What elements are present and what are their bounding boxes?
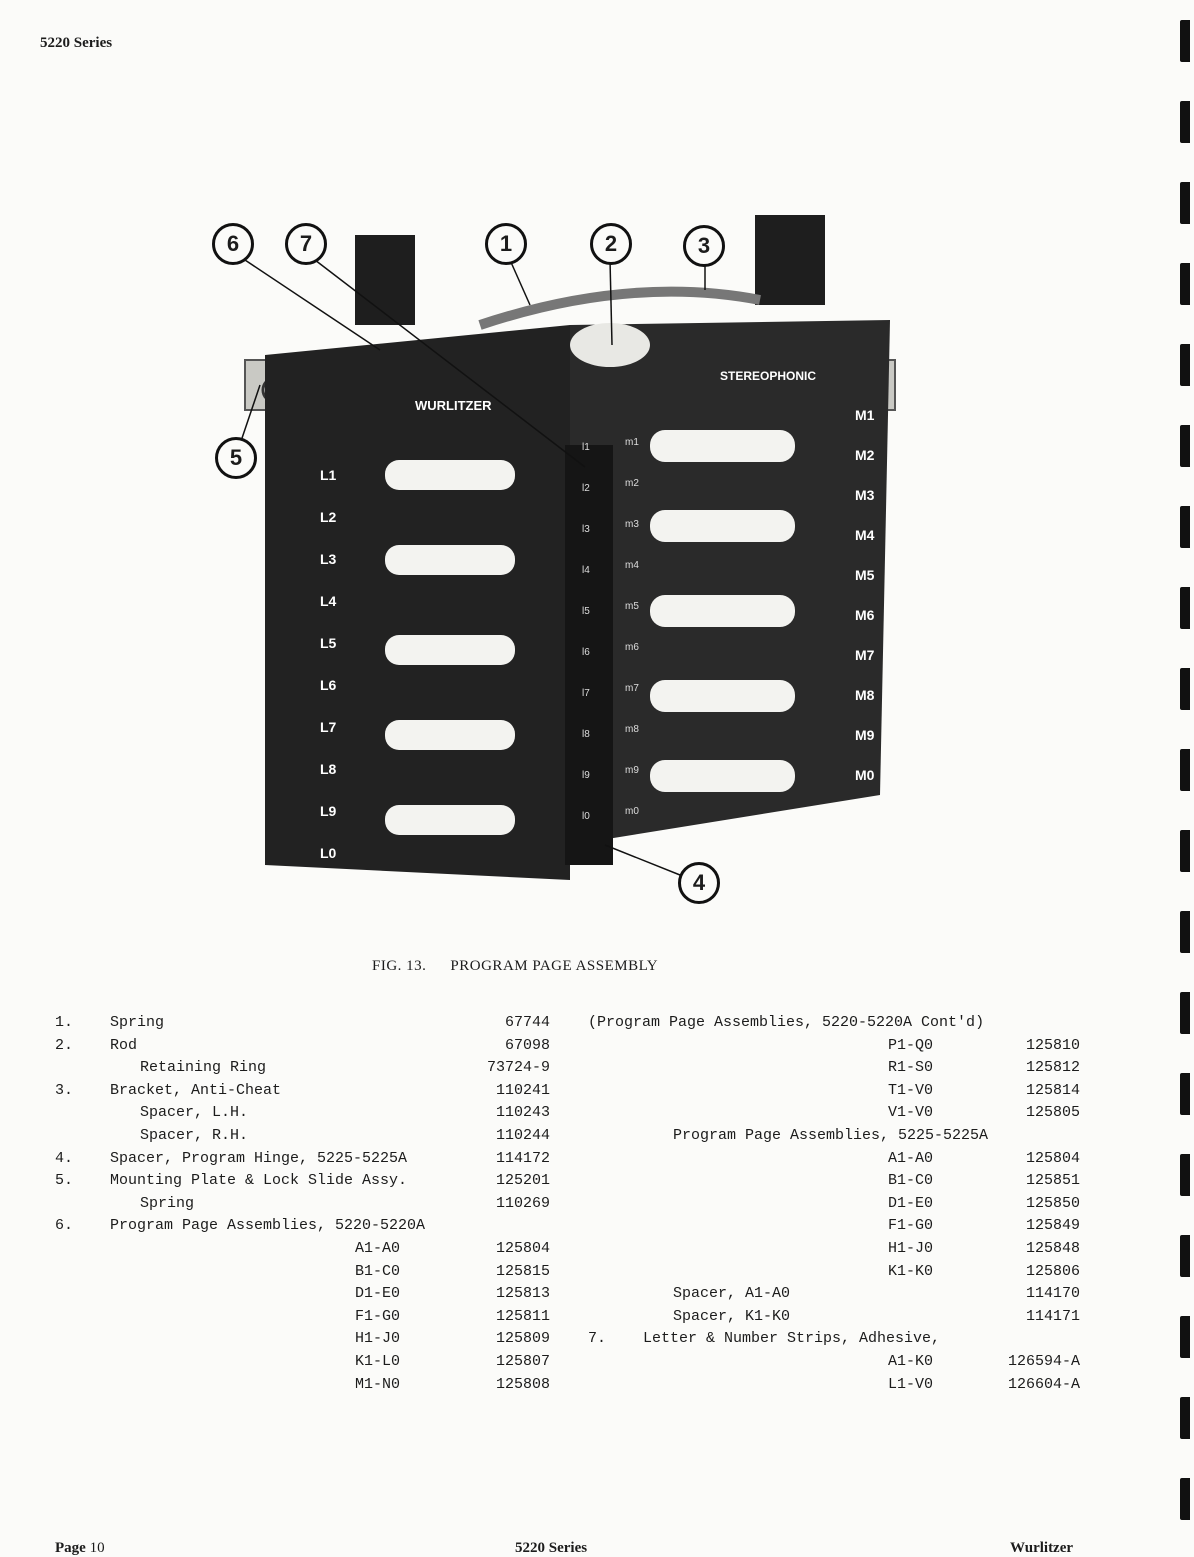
item-number: 4. bbox=[55, 1149, 74, 1167]
part-number: 125851 bbox=[1025, 1172, 1080, 1190]
parts-row bbox=[588, 1351, 1088, 1374]
item-description: A1-K0 bbox=[888, 1352, 934, 1370]
strip-label: l4 bbox=[582, 565, 590, 576]
strip-label: L0 bbox=[320, 845, 337, 861]
item-number: 6. bbox=[55, 1217, 74, 1235]
assembly-illustration bbox=[200, 205, 930, 895]
item-description: Spacer, L.H. bbox=[140, 1104, 249, 1122]
part-number: 125849 bbox=[1025, 1217, 1080, 1235]
binding-hole bbox=[1180, 587, 1190, 629]
page-header-title: 5220 Series bbox=[40, 35, 113, 51]
binding-hole bbox=[1180, 182, 1190, 224]
parts-row bbox=[55, 1148, 555, 1171]
parts-row bbox=[588, 1035, 1088, 1058]
part-number: 125808 bbox=[495, 1375, 550, 1393]
callout-5: 5 bbox=[215, 437, 257, 479]
item-description: T1-V0 bbox=[888, 1081, 934, 1099]
parts-row bbox=[55, 1306, 555, 1329]
parts-row bbox=[55, 1351, 555, 1374]
strip-label: M9 bbox=[855, 727, 875, 743]
strip-label: L4 bbox=[320, 593, 337, 609]
item-description: B1-C0 bbox=[355, 1262, 401, 1280]
badge-label: STEREOPHONIC bbox=[720, 369, 817, 383]
parts-row bbox=[588, 1170, 1088, 1193]
parts-row bbox=[588, 1080, 1088, 1103]
parts-row bbox=[588, 1148, 1088, 1171]
part-number: 110241 bbox=[495, 1081, 550, 1099]
item-description: M1-N0 bbox=[355, 1375, 401, 1393]
strip-label: l0 bbox=[582, 811, 590, 822]
callout-1: 1 bbox=[485, 223, 527, 265]
callout-2: 2 bbox=[590, 223, 632, 265]
parts-row bbox=[55, 1125, 555, 1148]
item-description: R1-S0 bbox=[888, 1059, 934, 1077]
strip-label: M8 bbox=[855, 687, 875, 703]
strip-label: M2 bbox=[855, 447, 875, 463]
strip-label: L1 bbox=[320, 467, 337, 483]
item-description: Retaining Ring bbox=[140, 1059, 267, 1077]
parts-row bbox=[55, 1238, 555, 1261]
strip-label: L5 bbox=[320, 635, 337, 651]
part-number: 125813 bbox=[495, 1285, 550, 1303]
item-description: L1-V0 bbox=[888, 1375, 934, 1393]
binding-hole bbox=[1180, 1316, 1190, 1358]
strip-label: l5 bbox=[582, 606, 590, 617]
item-description: Rod bbox=[110, 1036, 138, 1054]
footer-page bbox=[55, 1540, 105, 1557]
parts-list-left bbox=[55, 1012, 555, 1396]
part-number: 125811 bbox=[495, 1307, 550, 1325]
part-number: 125804 bbox=[495, 1239, 550, 1257]
parts-row bbox=[588, 1012, 1088, 1035]
parts-row bbox=[55, 1170, 555, 1193]
part-number: 125806 bbox=[1025, 1262, 1080, 1280]
parts-row bbox=[588, 1193, 1088, 1216]
strip-label: l1 bbox=[582, 442, 590, 453]
part-number: 110269 bbox=[495, 1194, 550, 1212]
item-description: H1-J0 bbox=[888, 1239, 934, 1257]
item-description: Spacer, Program Hinge, 5225-5225A bbox=[110, 1149, 408, 1167]
item-description: Program Page Assemblies, 5225-5225A bbox=[673, 1126, 989, 1144]
strip-label: m4 bbox=[625, 560, 639, 571]
parts-row bbox=[55, 1374, 555, 1397]
part-number: 125812 bbox=[1025, 1059, 1080, 1077]
anti-cheat-bracket-right bbox=[755, 215, 825, 305]
anti-cheat-bracket-left bbox=[355, 235, 415, 325]
strip-label: m5 bbox=[625, 601, 639, 612]
item-number: 7. bbox=[588, 1330, 607, 1348]
binding-hole bbox=[1180, 992, 1190, 1034]
part-number: 125805 bbox=[1025, 1104, 1080, 1122]
figure-number: FIG. 13. bbox=[372, 958, 427, 974]
parts-row bbox=[55, 1102, 555, 1125]
part-number: 67098 bbox=[504, 1036, 550, 1054]
strip-label: M4 bbox=[855, 527, 875, 543]
part-number: 110244 bbox=[495, 1126, 550, 1144]
strip-label: l8 bbox=[582, 729, 590, 740]
part-number: 125850 bbox=[1025, 1194, 1080, 1212]
strip-label: m0 bbox=[625, 806, 639, 817]
item-description: Spacer, R.H. bbox=[140, 1126, 249, 1144]
parts-row bbox=[588, 1102, 1088, 1125]
binding-hole bbox=[1180, 20, 1190, 62]
item-number: 2. bbox=[55, 1036, 74, 1054]
binding-hole bbox=[1180, 1235, 1190, 1277]
item-description: (Program Page Assemblies, 5220-5220A Cont'd) bbox=[588, 1014, 985, 1031]
item-description: Program Page Assemblies, 5220-5220A bbox=[110, 1217, 426, 1235]
item-description: Letter & Number Strips, Adhesive, bbox=[643, 1330, 941, 1348]
footer-series: 5220 Series bbox=[515, 1540, 588, 1556]
strip-label: L6 bbox=[320, 677, 337, 693]
brand-label: WURLITZER bbox=[415, 398, 492, 413]
part-number: 114170 bbox=[1025, 1285, 1080, 1303]
strip-label: l9 bbox=[582, 770, 590, 781]
binding-hole bbox=[1180, 911, 1190, 953]
part-number: 126594-A bbox=[1007, 1352, 1080, 1370]
binding-holes bbox=[1172, 0, 1194, 1555]
item-description: Spring bbox=[140, 1194, 195, 1212]
item-description: Spacer, K1-K0 bbox=[673, 1307, 791, 1325]
binding-hole bbox=[1180, 263, 1190, 305]
part-number: 110243 bbox=[495, 1104, 550, 1122]
part-number: 125201 bbox=[495, 1172, 550, 1190]
strip-label: l3 bbox=[582, 524, 590, 535]
strip-label: L9 bbox=[320, 803, 337, 819]
parts-row bbox=[588, 1125, 1088, 1148]
part-number: 125809 bbox=[495, 1330, 550, 1348]
item-description: A1-A0 bbox=[355, 1239, 401, 1257]
figure-title: PROGRAM PAGE ASSEMBLY bbox=[450, 958, 659, 974]
item-description: D1-E0 bbox=[888, 1194, 934, 1212]
item-description: D1-E0 bbox=[355, 1285, 401, 1303]
footer-page-label: Page bbox=[55, 1540, 86, 1556]
item-description: K1-K0 bbox=[888, 1262, 934, 1280]
strip-label: m3 bbox=[625, 519, 639, 530]
parts-row bbox=[588, 1057, 1088, 1080]
item-description: A1-A0 bbox=[888, 1149, 934, 1167]
parts-row bbox=[55, 1328, 555, 1351]
strip-label: M6 bbox=[855, 607, 875, 623]
parts-row bbox=[588, 1215, 1088, 1238]
binding-hole bbox=[1180, 830, 1190, 872]
callout-7: 7 bbox=[285, 223, 327, 265]
parts-row bbox=[55, 1035, 555, 1058]
strip-label: M1 bbox=[855, 407, 875, 423]
part-number: 125848 bbox=[1025, 1239, 1080, 1257]
parts-row bbox=[55, 1283, 555, 1306]
binding-hole bbox=[1180, 425, 1190, 467]
strip-label: l6 bbox=[582, 647, 590, 658]
strip-label: m6 bbox=[625, 642, 639, 653]
item-description: V1-V0 bbox=[888, 1104, 934, 1122]
binding-hole bbox=[1180, 506, 1190, 548]
item-description: K1-L0 bbox=[355, 1352, 401, 1370]
part-number: 125815 bbox=[495, 1262, 550, 1280]
binding-hole bbox=[1180, 1478, 1190, 1520]
strip-label: m8 bbox=[625, 724, 639, 735]
parts-row bbox=[55, 1215, 555, 1238]
binding-hole bbox=[1180, 1154, 1190, 1196]
part-number: 114172 bbox=[495, 1149, 550, 1167]
strip-label: m2 bbox=[625, 478, 639, 489]
binding-hole bbox=[1180, 101, 1190, 143]
part-number: 126604-A bbox=[1007, 1375, 1080, 1393]
binding-hole bbox=[1180, 749, 1190, 791]
program-page-assembly-photo bbox=[200, 205, 930, 895]
part-number: 125810 bbox=[1025, 1036, 1080, 1054]
part-number: 67744 bbox=[504, 1014, 550, 1031]
parts-row bbox=[588, 1374, 1088, 1397]
strip-label: M7 bbox=[855, 647, 875, 663]
strip-label: m9 bbox=[625, 765, 639, 776]
figure-caption bbox=[372, 958, 682, 975]
parts-row bbox=[55, 1261, 555, 1284]
item-number: 1. bbox=[55, 1014, 74, 1031]
strip-label: L3 bbox=[320, 551, 337, 567]
strip-label: l7 bbox=[582, 688, 590, 699]
parts-row bbox=[55, 1080, 555, 1103]
parts-row bbox=[588, 1328, 1088, 1351]
parts-row bbox=[55, 1057, 555, 1080]
binding-hole bbox=[1180, 1397, 1190, 1439]
callout-4: 4 bbox=[678, 862, 720, 904]
strip-label: L7 bbox=[320, 719, 337, 735]
hinge-rod bbox=[480, 292, 760, 325]
rod-clip bbox=[570, 323, 650, 367]
parts-row bbox=[588, 1306, 1088, 1329]
strip-label: M3 bbox=[855, 487, 875, 503]
item-description: Spacer, A1-A0 bbox=[673, 1285, 791, 1303]
item-description: B1-C0 bbox=[888, 1172, 934, 1190]
parts-row bbox=[588, 1283, 1088, 1306]
strip-label: l2 bbox=[582, 483, 590, 494]
part-number: 114171 bbox=[1025, 1307, 1080, 1325]
item-description: H1-J0 bbox=[355, 1330, 401, 1348]
strip-label: L8 bbox=[320, 761, 337, 777]
parts-row bbox=[588, 1261, 1088, 1284]
parts-list-right bbox=[588, 1012, 1088, 1396]
strip-label: M0 bbox=[855, 767, 875, 783]
item-number: 3. bbox=[55, 1081, 74, 1099]
footer-brand: Wurlitzer bbox=[1010, 1540, 1074, 1556]
strip-label: L2 bbox=[320, 509, 337, 525]
strip-label: m1 bbox=[625, 437, 639, 448]
item-description: P1-Q0 bbox=[888, 1036, 934, 1054]
part-number: 125807 bbox=[495, 1352, 550, 1370]
callout-6: 6 bbox=[212, 223, 254, 265]
parts-row bbox=[55, 1193, 555, 1216]
footer-page-number: 10 bbox=[89, 1540, 105, 1556]
strip-label: m7 bbox=[625, 683, 639, 694]
part-number: 73724-9 bbox=[486, 1059, 550, 1077]
item-description: Bracket, Anti-Cheat bbox=[110, 1081, 282, 1099]
binding-hole bbox=[1180, 1073, 1190, 1115]
item-description: Spring bbox=[110, 1014, 165, 1031]
parts-row bbox=[588, 1238, 1088, 1261]
item-number: 5. bbox=[55, 1172, 74, 1190]
parts-row bbox=[55, 1012, 555, 1035]
part-number: 125814 bbox=[1025, 1081, 1080, 1099]
item-description: F1-G0 bbox=[888, 1217, 934, 1235]
callout-3: 3 bbox=[683, 225, 725, 267]
binding-hole bbox=[1180, 668, 1190, 710]
strip-label: M5 bbox=[855, 567, 875, 583]
item-description: F1-G0 bbox=[355, 1307, 401, 1325]
binding-hole bbox=[1180, 344, 1190, 386]
part-number: 125804 bbox=[1025, 1149, 1080, 1167]
item-description: Mounting Plate & Lock Slide Assy. bbox=[110, 1172, 408, 1190]
